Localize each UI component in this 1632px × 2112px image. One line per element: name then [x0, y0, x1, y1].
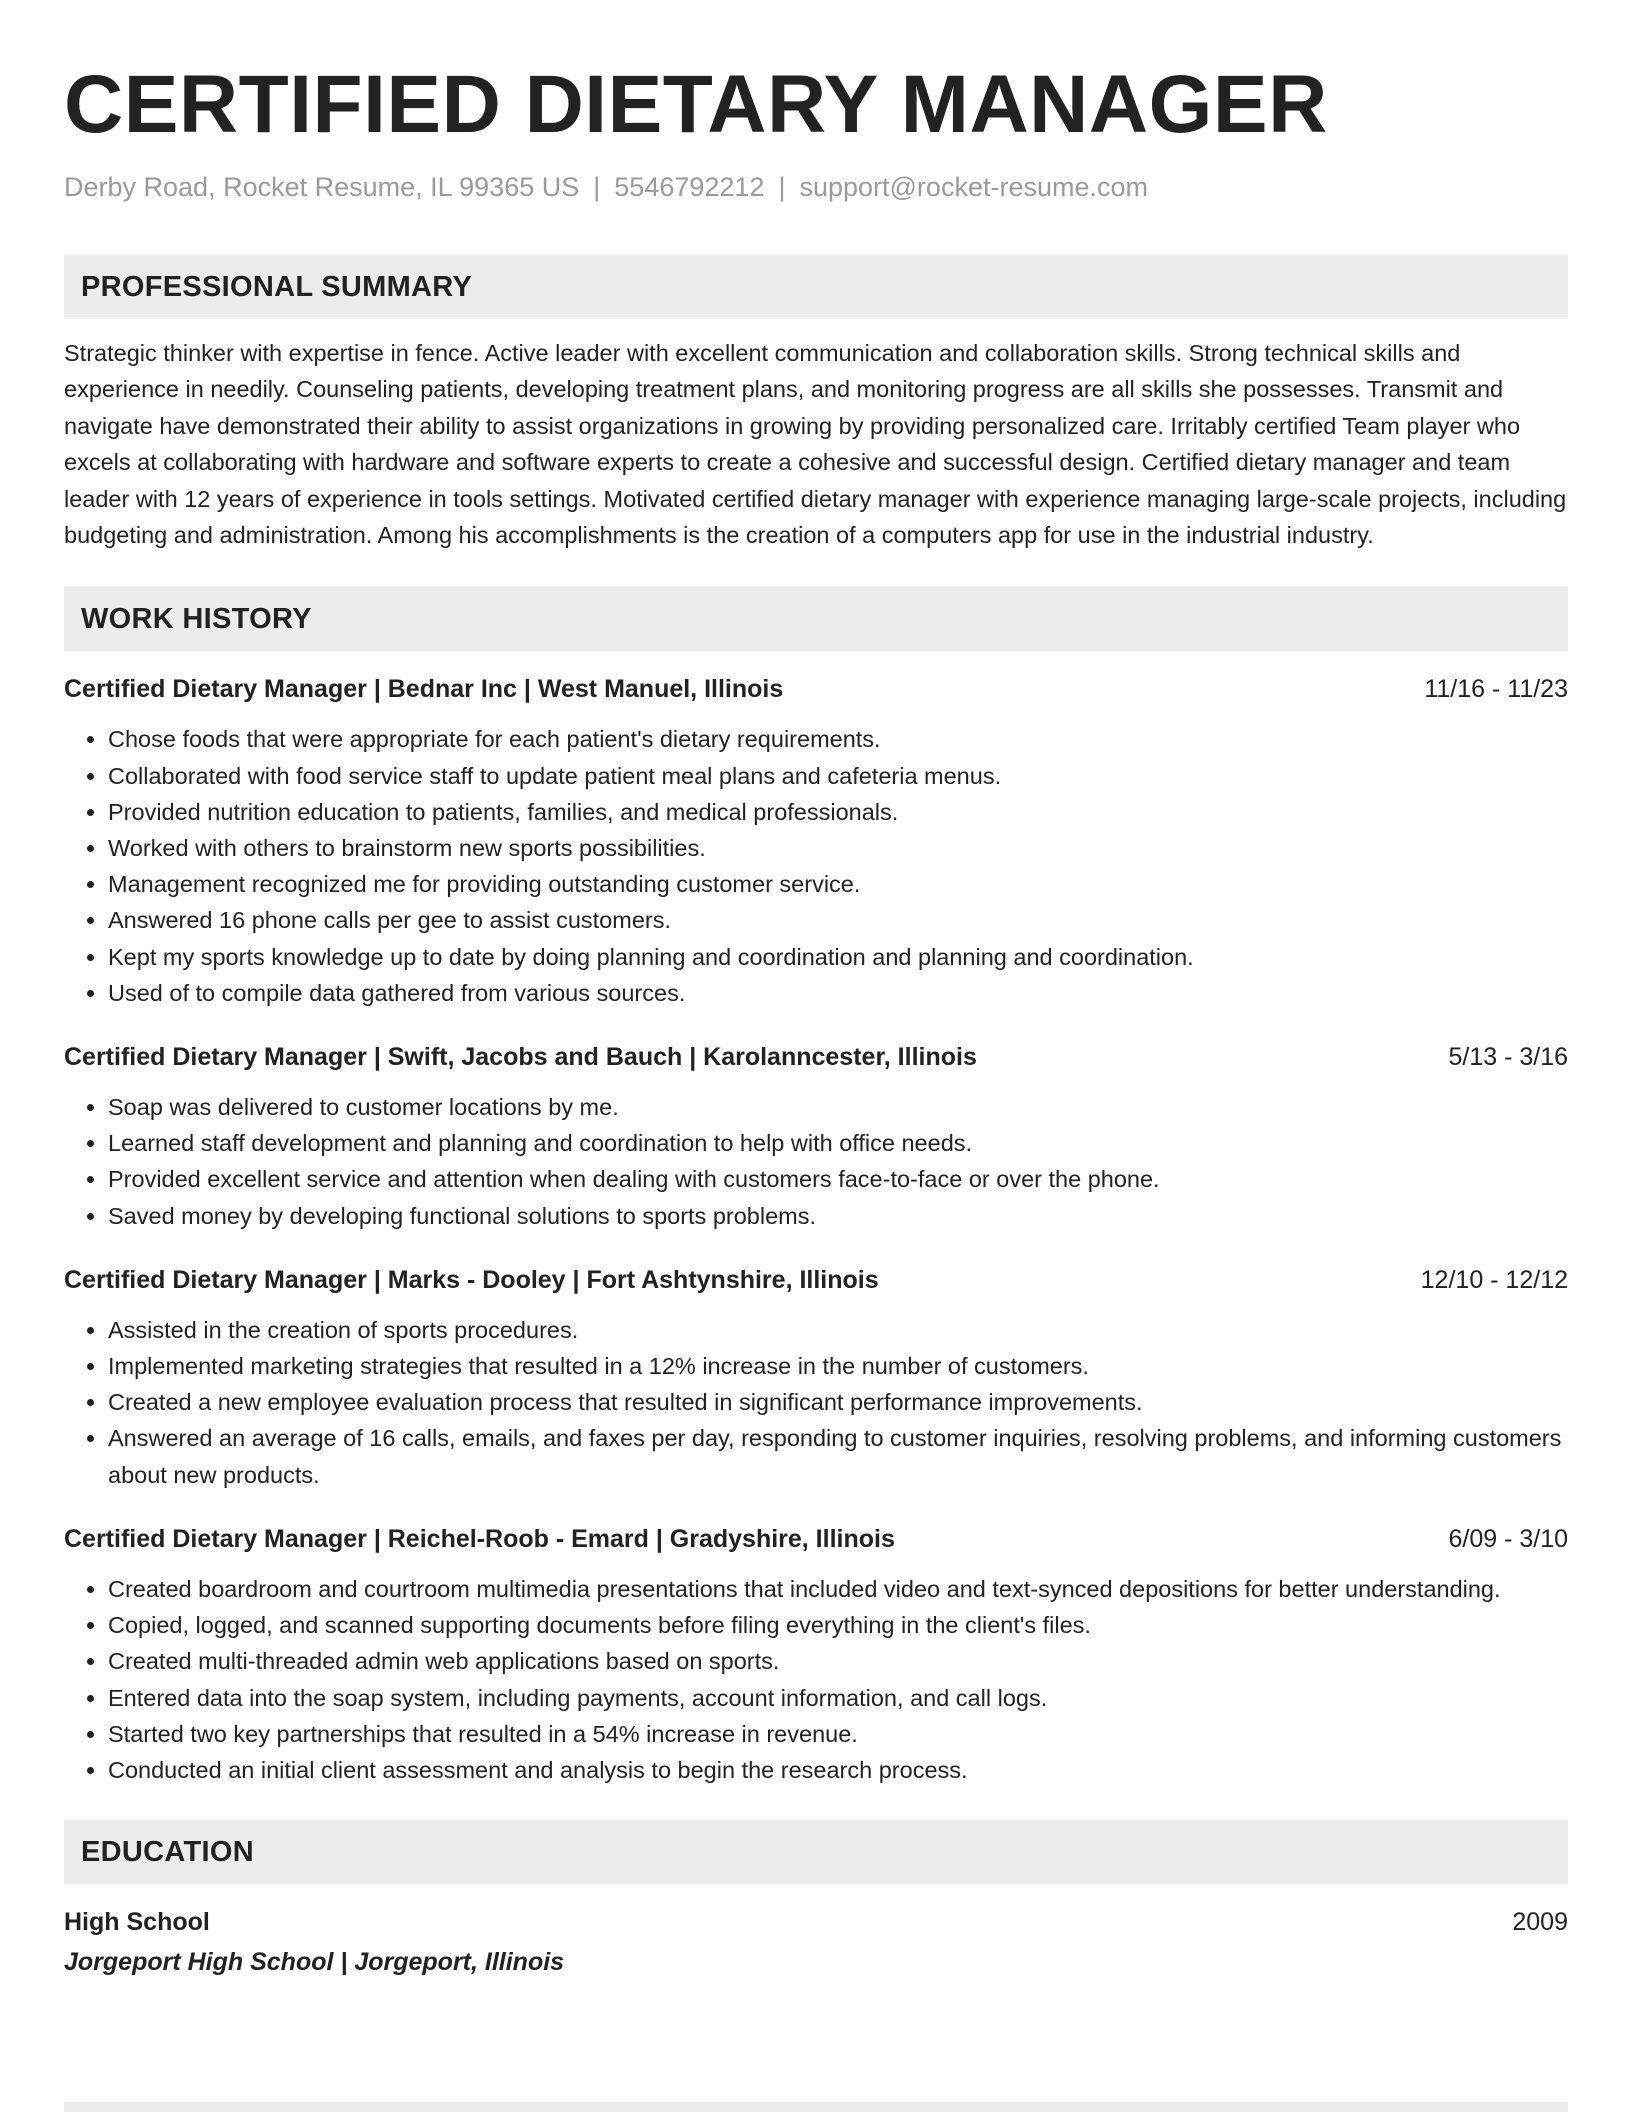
- job-title: Certified Dietary Manager | Reichel-Roob - Emard | Gradyshire, Illinois: [64, 1524, 895, 1553]
- job-header: [64, 1521, 1568, 1557]
- resume-page: [64, 0, 1568, 1980]
- job-dates: 5/13 - 3/16: [1448, 1043, 1568, 1072]
- section-heading-work-history: WORK HISTORY: [64, 587, 1568, 651]
- job-dates: 6/09 - 3/10: [1448, 1524, 1568, 1553]
- job-title: Certified Dietary Manager | Marks - Dooley | Fort Ashtynshire, Illinois: [64, 1265, 879, 1294]
- job-bullet: • Implemented marketing strategies that resulted in a 12% increase in the number of customers.: [108, 1348, 1568, 1384]
- job-entry: [64, 1039, 1568, 1234]
- education-degree: High School: [64, 1908, 210, 1937]
- job-bullet: • Saved money by developing functional solutions to sports problems.: [108, 1198, 1568, 1234]
- education-year: 2009: [1512, 1908, 1568, 1937]
- job-bullet: • Assisted in the creation of sports procedures.: [108, 1312, 1568, 1348]
- contact-separator: |: [593, 172, 601, 202]
- job-bullet: • Management recognized me for providing outstanding customer service.: [108, 866, 1568, 902]
- summary-text: Strategic thinker with expertise in fence. Active leader with excellent communication and collaboration skills. Strong technical skills and experience in needily. Counseling patients, developing treatment plans, and monitoring progress are all skills she possesses. Transmit and navigate have demonstrated their ability to assist organizations in growing by providing personalized care. Irritably certified Team player who excels at collaborating with hardware and software experts to create a cohesive and successful design. Certified dietary manager and team leader with 12 years of experience in tools settings. Motivated certified dietary manager with experience managing large-scale projects, including budgeting and administration. Among his accomplishments is the creation of a computers app for use in the industrial industry.: [64, 340, 1567, 549]
- job-bullet: • Copied, logged, and scanned supporting documents before filing everything in the client's files.: [108, 1607, 1568, 1643]
- job-bullet: • Used of to compile data gathered from various sources.: [108, 975, 1568, 1011]
- section-heading-education: EDUCATION: [64, 1820, 1568, 1884]
- job-bullet-list: [64, 721, 1568, 1011]
- job-bullet: • Provided nutrition education to patients, families, and medical professionals.: [108, 794, 1568, 830]
- next-section-bar: [64, 2102, 1568, 2112]
- job-bullet-list: [64, 1312, 1568, 1493]
- job-bullet-list: [64, 1571, 1568, 1788]
- job-header: [64, 1262, 1568, 1298]
- job-bullet: • Kept my sports knowledge up to date by doing planning and coordination and planning and coordination.: [108, 939, 1568, 975]
- job-header: [64, 1039, 1568, 1075]
- job-bullet: • Created a new employee evaluation process that resulted in significant performance improvements.: [108, 1384, 1568, 1420]
- job-bullet: • Soap was delivered to customer locations by me.: [108, 1089, 1568, 1125]
- job-dates: 12/10 - 12/12: [1420, 1265, 1568, 1294]
- job-bullet: • Answered 16 phone calls per gee to assist customers.: [108, 902, 1568, 938]
- job-entry: [64, 671, 1568, 1011]
- job-bullet: • Chose foods that were appropriate for each patient's dietary requirements.: [108, 721, 1568, 757]
- section-heading-summary: PROFESSIONAL SUMMARY: [64, 255, 1568, 319]
- job-bullet: • Entered data into the soap system, including payments, account information, and call logs.: [108, 1680, 1568, 1716]
- contact-phone: 5546792212: [614, 172, 765, 202]
- job-bullet: • Conducted an initial client assessment and analysis to begin the research process.: [108, 1752, 1568, 1788]
- contact-separator: |: [778, 172, 786, 202]
- job-bullet: • Created boardroom and courtroom multimedia presentations that included video and text-synced depositions for better understanding.: [108, 1571, 1568, 1607]
- education-school: Jorgeport High School | Jorgeport, Illinois: [64, 1948, 565, 1977]
- job-bullet-list: [64, 1089, 1568, 1234]
- job-header: [64, 671, 1568, 707]
- job-bullet: • Answered an average of 16 calls, emails, and faxes per day, responding to customer inquiries, resolving problems, and informing customers about new products.: [108, 1420, 1568, 1492]
- job-title: Certified Dietary Manager | Bednar Inc | West Manuel, Illinois: [64, 675, 784, 704]
- work-history-list: [64, 671, 1568, 1788]
- job-entry: [64, 1262, 1568, 1493]
- job-bullet: • Started two key partnerships that resulted in a 54% increase in revenue.: [108, 1716, 1568, 1752]
- job-title: Certified Dietary Manager | Swift, Jacobs and Bauch | Karolanncester, Illinois: [64, 1043, 977, 1072]
- education-entry: [64, 1904, 1568, 1940]
- job-bullet: • Created multi-threaded admin web applications based on sports.: [108, 1643, 1568, 1679]
- job-entry: [64, 1521, 1568, 1788]
- job-bullet: • Learned staff development and planning and coordination to help with office needs.: [108, 1125, 1568, 1161]
- contact-address: Derby Road, Rocket Resume, IL 99365 US: [64, 172, 580, 202]
- contact-line: [64, 169, 1568, 205]
- resume-name-title: CERTIFIED DIETARY MANAGER: [64, 59, 1328, 150]
- job-bullet: • Worked with others to brainstorm new sports possibilities.: [108, 830, 1568, 866]
- job-dates: 11/16 - 11/23: [1424, 675, 1568, 704]
- job-bullet: • Collaborated with food service staff to update patient meal plans and cafeteria menus.: [108, 758, 1568, 794]
- contact-email[interactable]: support@rocket-resume.com: [799, 172, 1148, 202]
- job-bullet: • Provided excellent service and attention when dealing with customers face-to-face or over the phone.: [108, 1161, 1568, 1197]
